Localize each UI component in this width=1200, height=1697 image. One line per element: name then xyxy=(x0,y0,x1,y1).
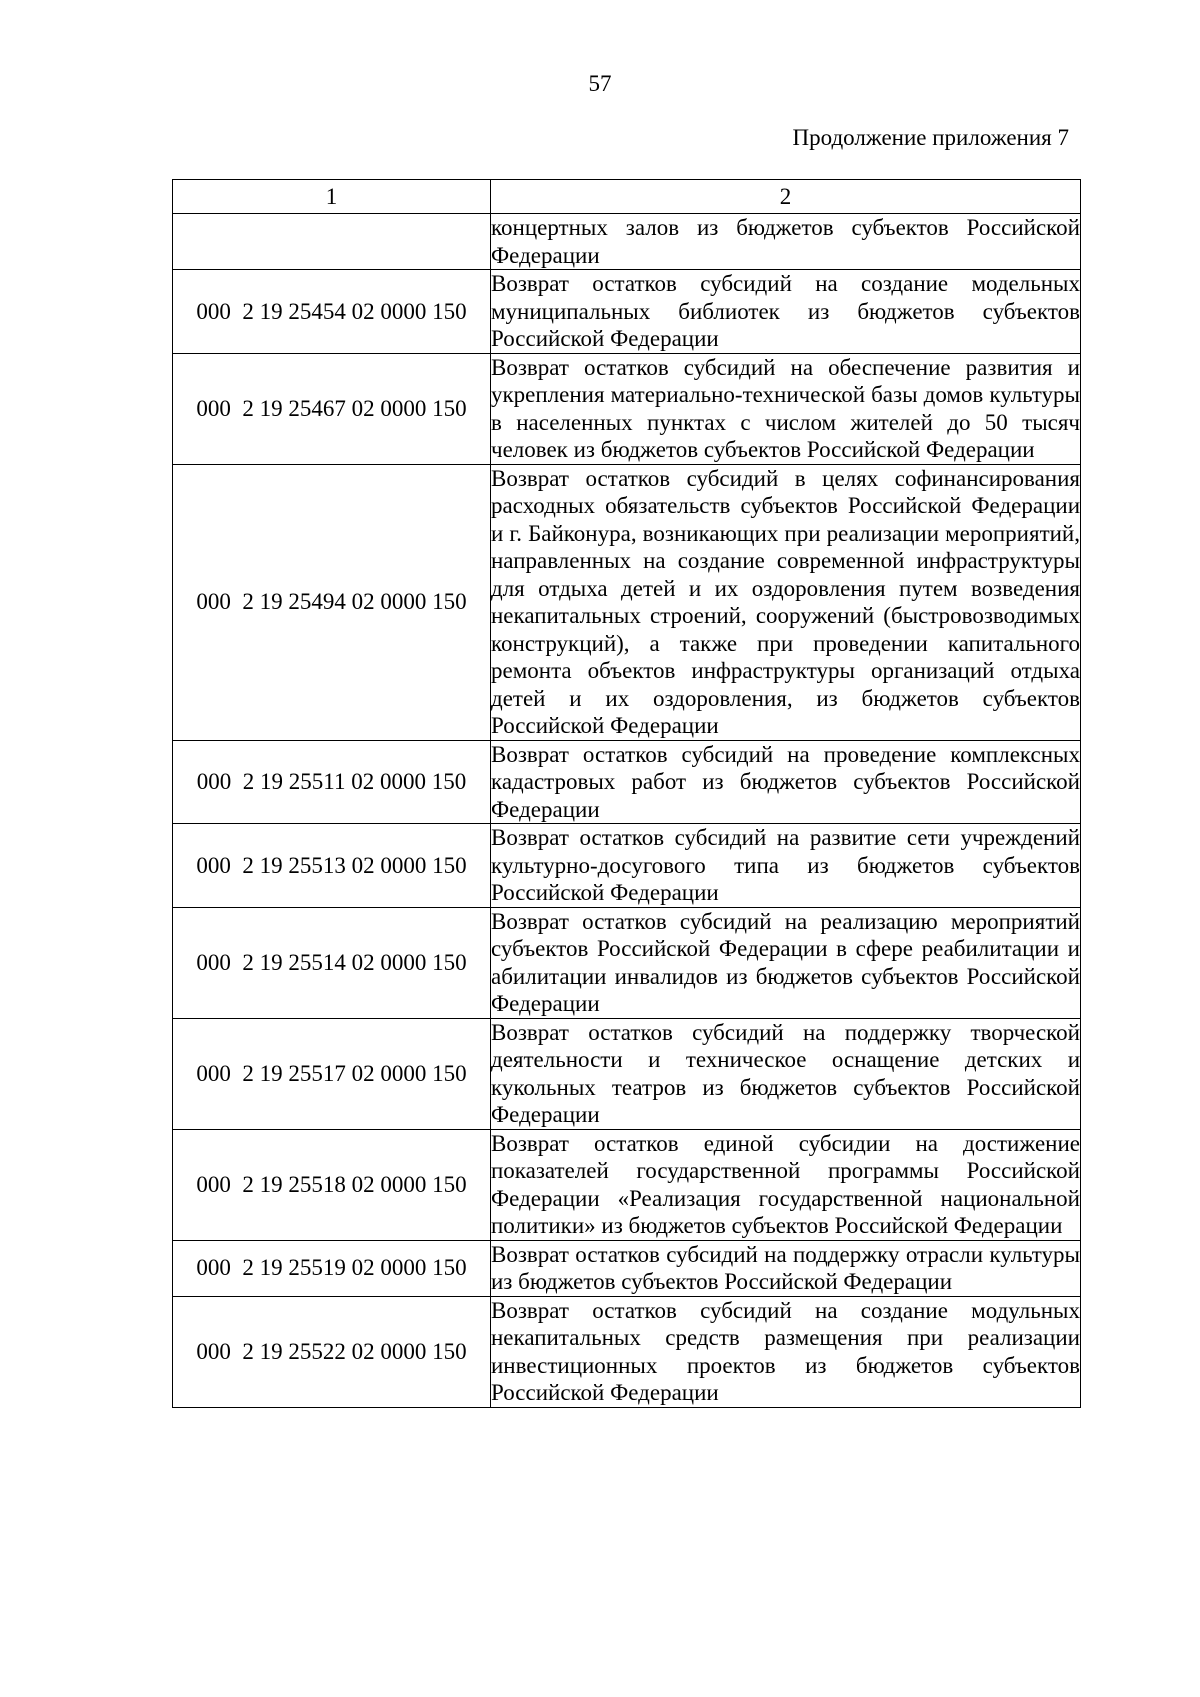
description-cell: Возврат остатков субсидий на создание модельных муниципальных библиотек из бюджетов субъектов Российской Федерации xyxy=(491,271,1080,351)
description-cell: концертных залов из бюджетов субъектов Российской Федерации xyxy=(491,215,1080,268)
page-number: 57 xyxy=(588,71,612,96)
table-row xyxy=(173,214,1081,270)
budget-code-cell: 000 2 19 25514 02 0000 150 xyxy=(173,907,491,1018)
table-header-row xyxy=(173,180,1081,214)
column-header-code: 1 xyxy=(173,180,491,214)
description-cell: Возврат остатков субсидий на поддержку творческой деятельности и техническое оснащение детских и кукольных театров из бюджетов субъектов Российской Федерации xyxy=(491,1019,1080,1127)
budget-code-cell: 000 2 19 25511 02 0000 150 xyxy=(173,740,491,824)
table-row xyxy=(173,824,1081,908)
budget-code-cell: 000 2 19 25467 02 0000 150 xyxy=(173,353,491,464)
budget-code-cell: 000 2 19 25513 02 0000 150 xyxy=(173,824,491,908)
description-cell: Возврат остатков субсидий на создание модульных некапитальных средств размещения при реализации инвестиционных проектов из бюджетов субъектов Российской Федерации xyxy=(491,1297,1080,1405)
budget-code-cell: 000 2 19 25522 02 0000 150 xyxy=(173,1296,491,1407)
table-row xyxy=(173,464,1081,740)
description-cell: Возврат остатков субсидий в целях софинансирования расходных обязательств субъектов Российской Федерации и г. Байконура, возникающих при реализации мероприятий, направленных на создание современной инфраструктуры для отдыха детей и их оздоровления путем возведения некапитальных строений, сооружений (быстровозводимых конструкций), а также при проведении капитального ремонта объектов инфраструктуры организаций отдыха детей и их оздоровления, из бюджетов субъектов Российской Федерации xyxy=(491,465,1080,738)
table-row xyxy=(173,1296,1081,1407)
appendix-continuation-note: Продолжение приложения 7 xyxy=(792,125,1069,150)
description-cell: Возврат остатков единой субсидии на достижение показателей государственной программы Российской Федерации «Реализация государственной национальной политики» из бюджетов субъектов Российской Федерации xyxy=(491,1130,1080,1238)
budget-codes-table xyxy=(172,179,1081,1408)
budget-code-cell: 000 2 19 25519 02 0000 150 xyxy=(173,1240,491,1296)
description-cell: Возврат остатков субсидий на развитие сети учреждений культурно-досугового типа из бюджетов субъектов Российской Федерации xyxy=(491,825,1080,905)
budget-code-cell: 000 2 19 25517 02 0000 150 xyxy=(173,1018,491,1129)
table-row xyxy=(173,1018,1081,1129)
table-row xyxy=(173,740,1081,824)
table-row xyxy=(173,907,1081,1018)
column-header-description: 2 xyxy=(491,180,1081,214)
table-row xyxy=(173,1129,1081,1240)
budget-code-cell: 000 2 19 25454 02 0000 150 xyxy=(173,270,491,354)
description-cell: Возврат остатков субсидий на проведение комплексных кадастровых работ из бюджетов субъектов Российской Федерации xyxy=(491,741,1080,822)
budget-code-cell: 000 2 19 25494 02 0000 150 xyxy=(173,464,491,740)
budget-code-cell: 000 2 19 25518 02 0000 150 xyxy=(173,1129,491,1240)
description-cell: Возврат остатков субсидий на реализацию мероприятий субъектов Российской Федерации в сфере реабилитации и абилитации инвалидов из бюджетов субъектов Российской Федерации xyxy=(491,908,1080,1016)
budget-code-cell xyxy=(173,214,491,270)
description-cell: Возврат остатков субсидий на обеспечение развития и укрепления материально-технической базы домов культуры в населенных пунктах с числом жителей до 50 тысяч человек из бюджетов субъектов Российской Федерации xyxy=(491,354,1080,462)
description-cell: Возврат остатков субсидий на поддержку отрасли культуры из бюджетов субъектов Российской Федерации xyxy=(491,1241,1080,1294)
table-row xyxy=(173,270,1081,354)
table-row xyxy=(173,1240,1081,1296)
table-row xyxy=(173,353,1081,464)
